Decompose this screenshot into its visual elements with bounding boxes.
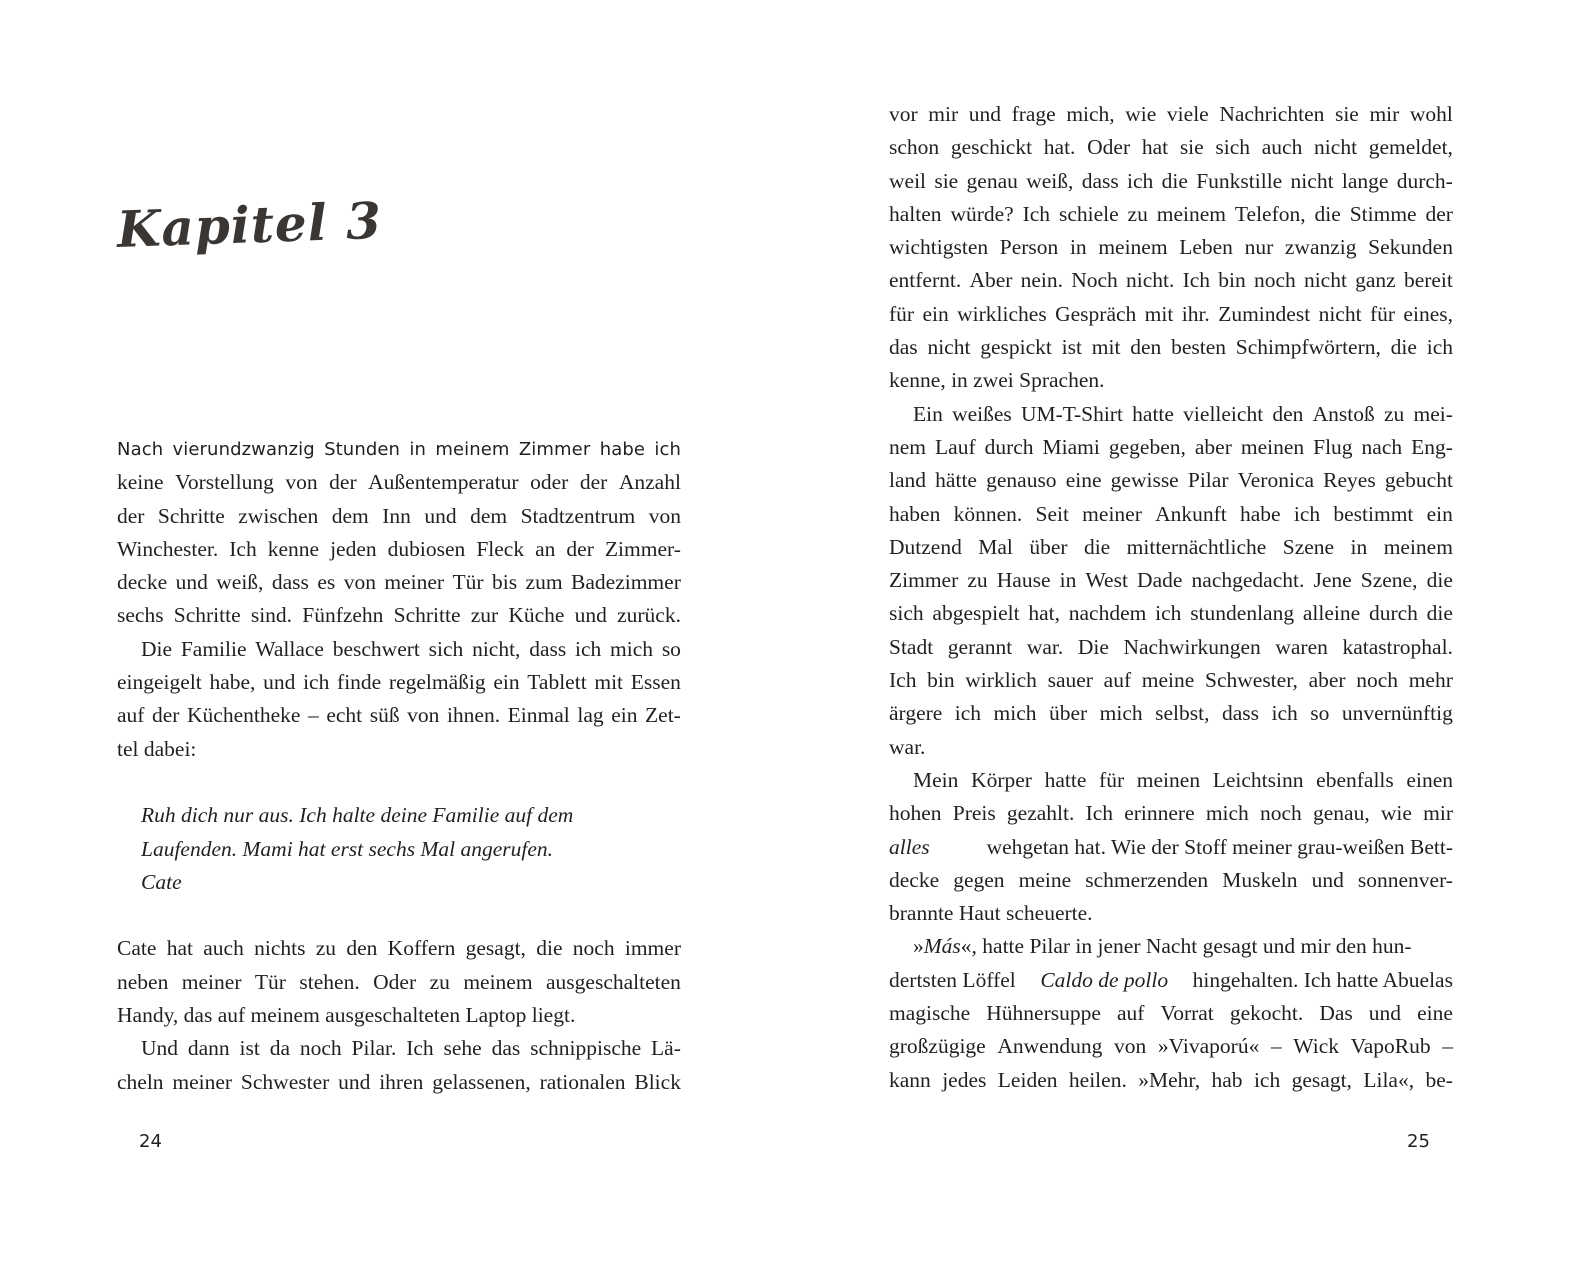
text-line: Ein weißes UM-T-Shirt hatte vielleicht den Anstoß zu mei- bbox=[913, 401, 1453, 426]
right-page bbox=[797, 0, 1594, 1270]
paragraph bbox=[889, 398, 1453, 764]
text-line: das nicht gespickt ist mit den besten Schimpfwörtern, die ich bbox=[889, 335, 1453, 360]
chapter-title: Kapitel 3 bbox=[115, 190, 383, 259]
text-line: sich abgespielt hat, nachdem ich stundenlang alleine durch die bbox=[889, 601, 1453, 626]
text-span: wehgetan hat. Wie der Stoff meiner grau-weißen Bett- bbox=[986, 834, 1453, 859]
text-line: Winchester. Ich kenne jeden dubiosen Fleck an der Zimmer- bbox=[117, 536, 681, 561]
left-page-text bbox=[117, 433, 681, 1099]
note-quote bbox=[117, 799, 681, 899]
text-line: neben meiner Tür stehen. Oder zu meinem ausgeschalteten bbox=[117, 969, 681, 994]
text-line: Zimmer zu Hause in West Dade nachgedacht. Jene Szene, die bbox=[889, 568, 1453, 593]
emphasis-text: Caldo de pollo bbox=[1040, 967, 1169, 992]
text-span: dertsten Löffel bbox=[889, 967, 1016, 992]
text-line: Mein Körper hatte für meinen Leichtsinn ebenfalls einen bbox=[913, 767, 1453, 792]
text-line bbox=[889, 964, 1453, 997]
text-line: Stadt gerannt war. Die Nachwirkungen waren katastrophal. bbox=[889, 634, 1453, 659]
text-line: Ich bin wirklich sauer auf meine Schwester, aber noch mehr bbox=[889, 668, 1453, 693]
paragraph bbox=[117, 433, 681, 633]
text-line: decke und weiß, dass es von meiner Tür bis zum Badezimmer bbox=[117, 570, 681, 595]
paragraph bbox=[889, 930, 1453, 1096]
text-line: Die Familie Wallace beschwert sich nicht, dass ich mich so bbox=[141, 636, 681, 661]
paragraph bbox=[117, 1032, 681, 1099]
text-line: brannte Haut scheuerte. bbox=[889, 901, 1093, 926]
text-line: sechs Schritte sind. Fünfzehn Schritte zur Küche und zurück. bbox=[117, 603, 681, 628]
text-line: Handy, das auf meinem ausgeschalteten Laptop liegt. bbox=[117, 1003, 576, 1028]
note-line: Ruh dich nur aus. Ich halte deine Familie auf dem bbox=[141, 803, 574, 828]
text-line: eingeigelt habe, und ich finde regelmäßig ein Tablett mit Essen bbox=[117, 670, 681, 695]
note-line: Laufenden. Mami hat erst sechs Mal angerufen. bbox=[141, 836, 554, 861]
text-line: war. bbox=[889, 734, 926, 759]
text-line: keine Vorstellung von der Außentemperatur oder der Anzahl bbox=[117, 470, 681, 495]
paragraph bbox=[117, 633, 681, 766]
page-number: 24 bbox=[139, 1131, 162, 1152]
right-page-text bbox=[889, 98, 1453, 1097]
text-line: hohen Preis gezahlt. Ich erinnere mich noch genau, wie mir bbox=[889, 801, 1453, 826]
text-line: der Schritte zwischen dem Inn und dem Stadtzentrum von bbox=[117, 503, 681, 528]
text-line: nem Lauf durch Miami gegeben, aber meinen Flug nach Eng- bbox=[889, 434, 1453, 459]
text-line: magische Hühnersuppe auf Vorrat gekocht. Das und eine bbox=[889, 1001, 1453, 1026]
paragraph bbox=[889, 764, 1453, 930]
text-line: für ein wirkliches Gespräch mit ihr. Zumindest nicht für eines, bbox=[889, 301, 1453, 326]
text-span: hingehalten. Ich hatte Abuelas bbox=[1192, 967, 1453, 992]
text-line: kenne, in zwei Sprachen. bbox=[889, 368, 1105, 393]
text-line: Und dann ist da noch Pilar. Ich sehe das schnippische Lä- bbox=[141, 1036, 681, 1061]
paragraph bbox=[889, 98, 1453, 398]
text-line: auf der Küchentheke – echt süß von ihnen. Einmal lag ein Zet- bbox=[117, 703, 681, 728]
text-line: cheln meiner Schwester und ihren gelassenen, rationalen Blick bbox=[117, 1069, 681, 1094]
emphasis-text: alles bbox=[889, 834, 930, 859]
text-line: großzügige Anwendung von »Vivaporú« – Wick VapoRub – bbox=[889, 1034, 1453, 1059]
text-line: halten würde? Ich schiele zu meinem Telefon, die Stimme der bbox=[889, 201, 1453, 226]
text-line: entfernt. Aber nein. Noch nicht. Ich bin noch nicht ganz bereit bbox=[889, 268, 1453, 293]
text-span: «, hatte Pilar in jener Nacht gesagt und mir den hun- bbox=[960, 934, 1412, 959]
text-line: vor mir und frage mich, wie viele Nachrichten sie mir wohl bbox=[889, 102, 1453, 126]
quote-mark: » bbox=[913, 934, 924, 959]
text-line: kann jedes Leiden heilen. »Mehr, hab ich gesagt, Lila«, be- bbox=[889, 1067, 1453, 1092]
text-line: weil sie genau weiß, dass ich die Funkstille nicht lange durch- bbox=[889, 168, 1453, 193]
text-line: ärgere ich mich über mich selbst, dass ich so unvernünftig bbox=[889, 701, 1453, 726]
text-line: Nach vierundzwanzig Stunden in meinem Zimmer habe ich bbox=[117, 439, 681, 460]
text-line: wichtigsten Person in meinem Leben nur zwanzig Sekunden bbox=[889, 235, 1453, 260]
text-line: land hätte genauso eine gewisse Pilar Veronica Reyes gebucht bbox=[889, 468, 1453, 493]
text-line: Dutzend Mal über die mitternächtliche Szene in meinem bbox=[889, 534, 1453, 559]
text-line bbox=[889, 831, 1453, 864]
text-line bbox=[889, 930, 1453, 963]
text-line: tel dabei: bbox=[117, 736, 197, 761]
paragraph bbox=[117, 932, 681, 1032]
text-line: haben können. Seit meiner Ankunft habe ich bestimmt ein bbox=[889, 501, 1453, 526]
text-line: Cate hat auch nichts zu den Koffern gesagt, die noch immer bbox=[117, 936, 681, 961]
note-signature: Cate bbox=[141, 869, 182, 894]
text-line: decke gegen meine schmerzenden Muskeln und sonnenver- bbox=[889, 867, 1453, 892]
page-number: 25 bbox=[1407, 1131, 1430, 1152]
text-line: schon geschickt hat. Oder hat sie sich auch nicht gemeldet, bbox=[889, 135, 1453, 160]
emphasis-text: Más bbox=[923, 934, 961, 959]
text-span bbox=[913, 930, 1412, 963]
